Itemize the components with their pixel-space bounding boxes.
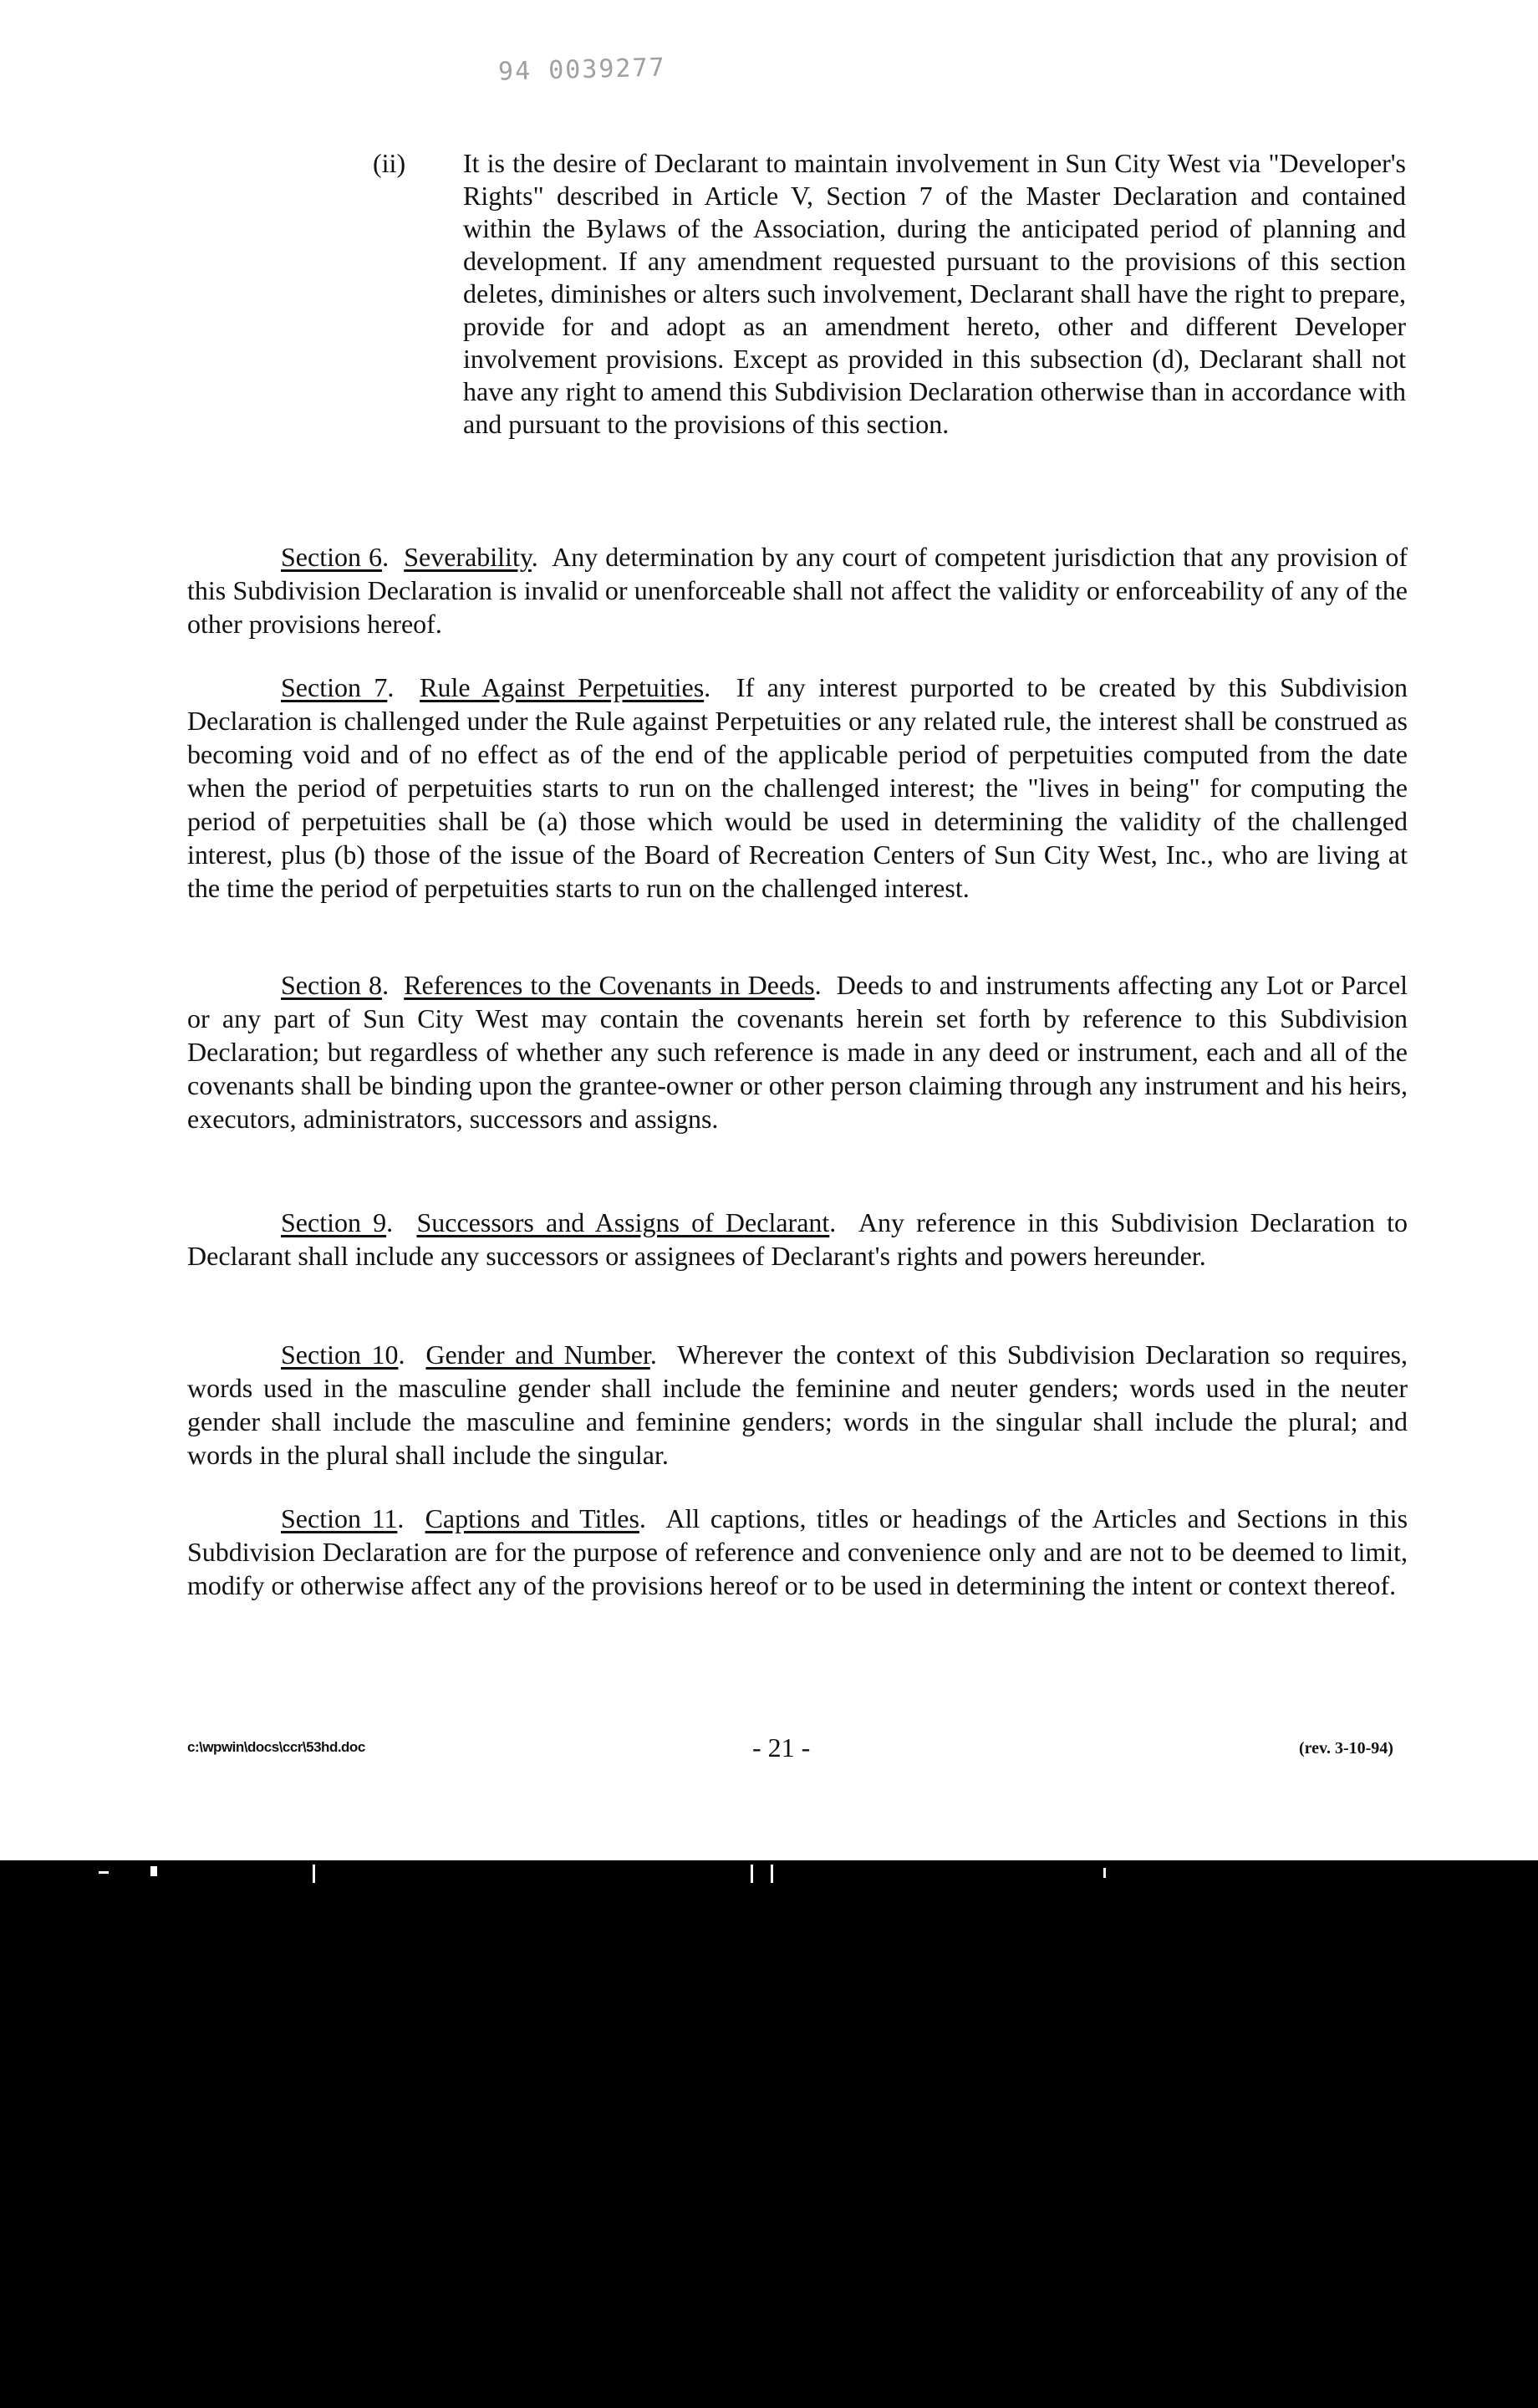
page-number: - 21 - <box>752 1732 811 1763</box>
section-9: Section 9. Successors and Assigns of Declarant. Any reference in this Subdivision Declaration to Declarant shall include any successors or assignees of Declarant's rights and powers hereunder. <box>187 1207 1408 1271</box>
section-label: Section 8 <box>281 970 383 1000</box>
subsection-label: (ii) <box>373 148 406 178</box>
scan-speck <box>313 1865 315 1883</box>
section-title: Captions and Titles <box>425 1503 639 1533</box>
section-text: Any reference in this Subdivision Declaration to Declarant shall include any successors or assignees of Declarant's rights and powers hereunder. <box>187 1207 1408 1271</box>
section-title: Gender and Number <box>425 1339 650 1370</box>
section-title: References to the Covenants in Deeds <box>404 970 815 1000</box>
section-label: Section 10 <box>281 1339 399 1370</box>
section-label: Section 9 <box>281 1207 387 1237</box>
section-title: Severability <box>404 542 532 572</box>
section-title: Rule Against Perpetuities <box>420 672 705 702</box>
revision-date: (rev. 3-10-94) <box>1299 1739 1393 1758</box>
section-text: If any interest purported to be created by this Subdivision Declaration is challenged under the Rule against Perpetuities or any related rule, the interest shall be construed as becoming void and of no effect as of the end of the applicable period of perpetuities computed from the date when the period of perpetuities starts to run on the challenged interest; the "lives in being" for computing the period of perpetuities shall be (a) those which would be used in determining the validity of the challenged interest, plus (b) those of the issue of the Board of Recreation Centers of Sun City West, Inc., who are living at the time the period of perpetuities starts to run on the challenged interest. <box>187 672 1408 903</box>
section-11: Section 11. Captions and Titles. All captions, titles or headings of the Articles and Sections in this Subdivision Declaration are for the purpose of reference and convenience only and are not to be deemed to limit, modify or otherwise affect any of the provisions hereof or to be used in determining the intent or context thereof. <box>187 1503 1408 1600</box>
page-footer <box>0 1732 1538 1766</box>
scan-speck <box>1103 1868 1106 1878</box>
section-text: Deeds to and instruments affecting any Lot or Parcel or any part of Sun City West may contain the covenants herein set forth by reference to this Subdivision Declaration; but regardless of whether any such reference is made in any deed or instrument, each and all of the covenants shall be binding upon the grantee-owner or other person claiming through any instrument and his heirs, executors, administrators, successors and assigns. <box>187 970 1408 1134</box>
section-7: Section 7. Rule Against Perpetuities. If any interest purported to be created by this Subdivision Declaration is challenged under the Rule against Perpetuities or any related rule, the interest shall be construed as becoming void and of no effect as of the end of the applicable period of perpetuities computed from the date when the period of perpetuities starts to run on the challenged interest; the "lives in being" for computing the period of perpetuities shall be (a) those which would be used in determining the validity of the challenged interest, plus (b) those of the issue of the Board of Recreation Centers of Sun City West, Inc., who are living at the time the period of perpetuities starts to run on the challenged interest. <box>187 672 1408 903</box>
subsection-text: It is the desire of Declarant to maintain involvement in Sun City West via "Developer's Rights" described in Article V, Section 7 of the Master Declaration and contained within the Bylaws of the Association, during the anticipated period of planning and development. If any amendment requested pursuant to the provisions of this section deletes, diminishes or alters such involvement, Declarant shall have the right to prepare, provide for and adopt as an amendment hereto, other and different Developer involvement provisions. Except as provided in this subsection (d), Declarant shall not have any right to amend this Subdivision Declaration otherwise than in accordance with and pursuant to the provisions of this section. <box>463 148 1406 439</box>
section-label: Section 7 <box>281 672 388 702</box>
section-6: Section 6. Severability. Any determination by any court of competent jurisdiction that any provision of this Subdivision Declaration is invalid or unenforceable shall not affect the validity or enforceability of any of the other provisions hereof. <box>187 542 1408 639</box>
section-8: Section 8. References to the Covenants in Deeds. Deeds to and instruments affecting any Lot or Parcel or any part of Sun City West may contain the covenants herein set forth by reference to this Subdivision Declaration; but regardless of whether any such reference is made in any deed or instrument, each and all of the covenants shall be binding upon the grantee-owner or other person claiming through any instrument and his heirs, executors, administrators, successors and assigns. <box>187 970 1408 1134</box>
scan-speck <box>751 1865 753 1883</box>
recording-stamp: 94 0039277 <box>497 53 667 87</box>
section-text: Wherever the context of this Subdivision Declaration so requires, words used in the masculine gender shall include the feminine and neuter genders; words used in the neuter gender shall include the masculine and feminine genders; words in the singular shall include the plural; and words in the plural shall include the singular. <box>187 1339 1408 1470</box>
scan-speck <box>99 1871 109 1874</box>
file-path: c:\wpwin\docs\ccr\53hd.doc <box>187 1739 365 1755</box>
section-label: Section 11 <box>281 1503 398 1533</box>
section-text: Any determination by any court of competent jurisdiction that any provision of this Subdivision Declaration is invalid or unenforceable shall not affect the validity or enforceability of any of the other provisions hereof. <box>187 542 1408 639</box>
section-title: Successors and Assigns of Declarant <box>416 1207 830 1237</box>
section-10: Section 10. Gender and Number. Wherever the context of this Subdivision Declaration so requires, words used in the masculine gender shall include the feminine and neuter genders; words used in the neuter gender shall include the masculine and feminine genders; words in the singular shall include the plural; and words in the plural shall include the singular. <box>187 1339 1408 1470</box>
scan-speck <box>771 1865 773 1883</box>
scan-speck <box>150 1866 157 1876</box>
section-text: All captions, titles or headings of the Articles and Sections in this Subdivision Declaration are for the purpose of reference and convenience only and are not to be deemed to limit, modify or otherwise affect any of the provisions hereof or to be used in determining the intent or context thereof. <box>187 1503 1408 1600</box>
section-label: Section 6 <box>281 542 383 572</box>
